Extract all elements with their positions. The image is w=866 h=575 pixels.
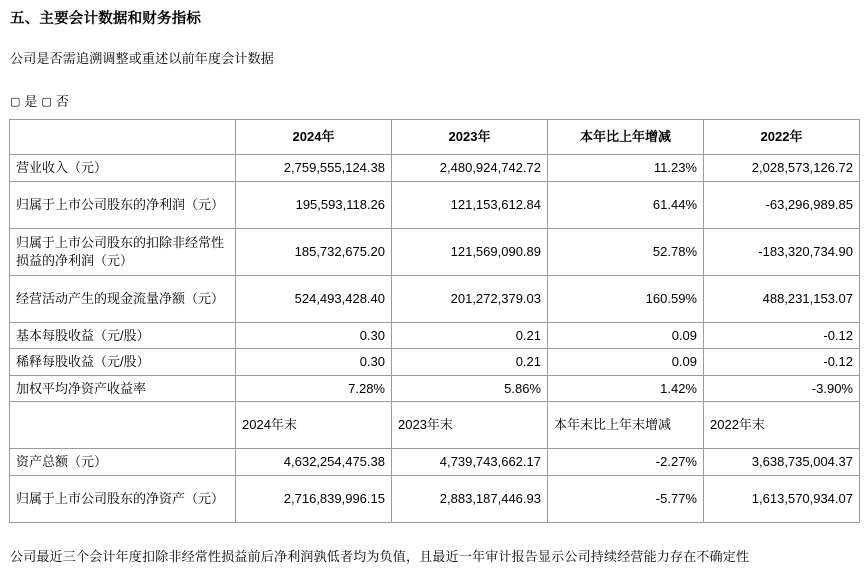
cell-value: 0.21	[392, 349, 548, 376]
table-row	[10, 181, 860, 228]
row-label: 归属于上市公司股东的净资产（元）	[10, 475, 236, 522]
column-header-2024: 2024年	[236, 120, 392, 155]
cell-value: 2,480,924,742.72	[392, 155, 548, 182]
cell-value: -5.77%	[548, 475, 704, 522]
table-row	[10, 275, 860, 322]
cell-value: 0.30	[236, 322, 392, 349]
column-header-label	[10, 120, 236, 155]
cell-value: -0.12	[704, 322, 860, 349]
intro-paragraph: 公司是否需追溯调整或重述以前年度会计数据	[10, 51, 275, 66]
cell-value: 160.59%	[548, 275, 704, 322]
cell-value: 121,569,090.89	[392, 228, 548, 275]
cell-value: 195,593,118.26	[236, 181, 392, 228]
footer-note: 公司最近三个会计年度扣除非经常性损益前后净利润孰低者均为负值，且最近一年审计报告显示公司持续经营能力存在不确定性	[10, 548, 750, 564]
financial-highlights-table	[9, 119, 860, 523]
cell-value: 2,883,187,446.93	[392, 475, 548, 522]
column-header-label-2	[10, 402, 236, 449]
cell-value: 0.09	[548, 322, 704, 349]
cell-value: 0.09	[548, 349, 704, 376]
cell-value: -0.12	[704, 349, 860, 376]
row-label: 资产总额（元）	[10, 449, 236, 476]
row-label: 归属于上市公司股东的净利润（元）	[10, 181, 236, 228]
checkbox-no-label: 否	[55, 94, 70, 109]
table-header-row-1	[10, 120, 860, 155]
cell-value: 2,759,555,124.38	[236, 155, 392, 182]
cell-value: 52.78%	[548, 228, 704, 275]
cell-value: 1.42%	[548, 375, 704, 402]
table-row	[10, 375, 860, 402]
table-row	[10, 228, 860, 275]
cell-value: -3.90%	[704, 375, 860, 402]
checkbox-yes[interactable]: ▢	[10, 95, 21, 108]
cell-value: 3,638,735,004.37	[704, 449, 860, 476]
cell-value: 488,231,153.07	[704, 275, 860, 322]
checkbox-yes-label: 是	[24, 94, 38, 109]
page-title: 五、主要会计数据和财务指标	[10, 11, 202, 27]
cell-value: 2,028,573,126.72	[704, 155, 860, 182]
cell-value: 1,613,570,934.07	[704, 475, 860, 522]
column-header-2022-end: 2022年末	[704, 402, 860, 449]
column-header-2024-end: 2024年末	[236, 402, 392, 449]
cell-value: -183,320,734.90	[704, 228, 860, 275]
table-row	[10, 449, 860, 476]
cell-value: 7.28%	[236, 375, 392, 402]
column-header-2023: 2023年	[392, 120, 548, 155]
row-label: 营业收入（元）	[10, 155, 236, 182]
table-row	[10, 475, 860, 522]
row-label: 加权平均净资产收益率	[10, 375, 236, 402]
checkbox-no[interactable]: ▢	[41, 95, 53, 108]
cell-value: 11.23%	[548, 155, 704, 182]
column-header-2023-end: 2023年末	[392, 402, 548, 449]
cell-value: 0.30	[236, 349, 392, 376]
cell-value: 61.44%	[548, 181, 704, 228]
cell-value: 0.21	[392, 322, 548, 349]
retrospective-adjustment-choice	[10, 91, 858, 110]
column-header-change-end: 本年末比上年末增减	[548, 402, 704, 449]
table-row	[10, 349, 860, 376]
cell-value: 5.86%	[392, 375, 548, 402]
table-row	[10, 155, 860, 182]
table-header-row-2	[10, 402, 860, 449]
cell-value: 121,153,612.84	[392, 181, 548, 228]
table-row	[10, 322, 860, 349]
row-label: 归属于上市公司股东的扣除非经常性损益的净利润（元）	[10, 228, 236, 275]
cell-value: 4,739,743,662.17	[392, 449, 548, 476]
cell-value: 4,632,254,475.38	[236, 449, 392, 476]
column-header-2022: 2022年	[704, 120, 860, 155]
document-page	[0, 7, 866, 575]
cell-value: 201,272,379.03	[392, 275, 548, 322]
row-label: 稀释每股收益（元/股）	[10, 349, 236, 376]
cell-value: -63,296,989.85	[704, 181, 860, 228]
cell-value: 2,716,839,996.15	[236, 475, 392, 522]
cell-value: -2.27%	[548, 449, 704, 476]
row-label: 经营活动产生的现金流量净额（元）	[10, 275, 236, 322]
cell-value: 524,493,428.40	[236, 275, 392, 322]
row-label: 基本每股收益（元/股）	[10, 322, 236, 349]
cell-value: 185,732,675.20	[236, 228, 392, 275]
column-header-change: 本年比上年增减	[548, 120, 704, 155]
